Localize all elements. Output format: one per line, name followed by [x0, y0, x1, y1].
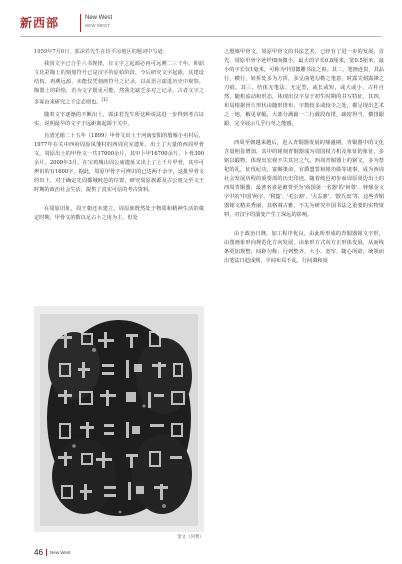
footer-divider — [46, 549, 47, 556]
right-paragraph-1: 之殷墟甲骨文，周原甲骨文的书法艺术，已经有了进一步的发展。首先，周原甲骨字迹纤细而微小，最大的字长0.8厘米，宽0.5厘米，最小的字长仅1毫米，可称为中国微雕书法之祖。其二，笔画连贯，其品行，横行，转折处多为方折，多呈曲笔勾勒之笔意，时露尖刻露锋之刀痕。其三，结体无笔法、无定型，或长或短，或大或小，古朴自然，随机流动和形态，体现出汉字显于初生时期的书写特征。其四，布局根据骨片形状由随形排布，字数较多或较少之处，都呈现出艺术之一地，解见章幅，大部分满篇一二行截段布排，疏密得当，横排跟跟，完全展示几乎行草之能感。 — [224, 49, 384, 127]
page-header — [20, 10, 382, 36]
image-caption: 金文（何尊） — [177, 534, 204, 539]
right-paragraph-3: 由于政治日隆，加工程序优良，由此所形成的青铜器铭文字形，由图画象形向规范化方向发展，由象形方式向方正形体发展，从而线条更加规整，间距匀称，行列整齐，大小、宽窄、随心所欲，统领而出笔法日趋成熟，字间布局不乱，行间调和度 — [224, 231, 384, 264]
quote-paragraph — [34, 60, 204, 108]
left-paragraph-2: 自清光绪二十五年（1899）甲骨文出土于河南安阳的殷墟小屯村后，1977年在关中西府周原凤雏村的西周宫室遗址，出土了大量的西周甲骨文。周原出土的甲骨文一共17000余片，其中卜甲16700余片，卜骨300余片。2009年3月，在宝鸡城山周公庙遗址又出土了上千片甲骨，其中可辨识的有1600字。据此，周原甲骨字可辨识的已达两千余字，这批甲骨文的出土，对于确定先周都城岐邑的位置，研究周原族源及古公亶父至文王时期的政治社会生活，提供了真实可信的考古资料。 — [34, 132, 204, 193]
header-divider — [20, 36, 382, 37]
lead-paragraph: 1959年7月6日，郭沫若先生在给平凉地区的题词中写道： — [34, 49, 168, 55]
brand-english-name: New West — [85, 15, 113, 21]
brand-english-sub: NEW WEST — [85, 23, 110, 28]
left-column — [34, 48, 204, 223]
page-number: 46 — [34, 548, 43, 557]
footer-brand: New West — [50, 550, 71, 555]
left-paragraph-1: 随着文字逐渐的不断出土，郭沫若先生所这种说法进一步得到考古证实，说明最早的文字于远距离起源于关中。 — [34, 111, 204, 127]
right-paragraph-2: 西周至朝越来越后，进入青铜器发展的鼎盛期，青铜器中的文化含量明显增加。其中的铭刻青铜器成为周国权力机及象征的象征，多铭以锻物，体现出宏观不失其宫之气。西周青铜器上的铭文，多为祭祀的礼，征伐纪功，宴赐策命，官爵盟誓和铭功勋等诸事，成为西周社会发展历程的重要部的历史印迹。随着岐邑初步而周原周边出土的西周青铜器，最著名者是被誉至为'商国第一名器'的'何尊'。钟鼎金文字中的'中国'两字，'利簋'、'毛公鼎'、'大盂鼎'、'散氏盘'等。这些青铜器铭文精美秀丽，其格调古雅，不失为研究中国书法之重要的实物资料，对汉字的演变产生了深远的影响。 — [224, 140, 384, 218]
quote-footnote-ref: [1] — [101, 98, 108, 103]
brand-block — [80, 14, 147, 32]
magazine-logo: 新西部 — [20, 16, 60, 30]
quote-text: 我国文字已合乎六书规律，有文字之起源必再可远溯二三千年。仰韶文化彩陶上的刻划符号已是汉字的原始阶段。今后研究文字起源，其建设结构，再溯远源，未能仅凭刻画符号之记录，以从语言演进历史中观察。陶器上的彩绘，若为文字既见可能，然我先缺乏多对之记录，古者文字之多寡由来研究之不定必则也。 — [34, 61, 204, 106]
left-paragraph-3: 在周原旧址，周王朝还未建立，周原族既然处于物质和精神生活的奠定时期，甲骨文的数以足占卜之用为主，但处 — [34, 205, 204, 221]
right-column — [224, 48, 384, 266]
bronze-inscription-rubbing-image — [34, 306, 204, 532]
